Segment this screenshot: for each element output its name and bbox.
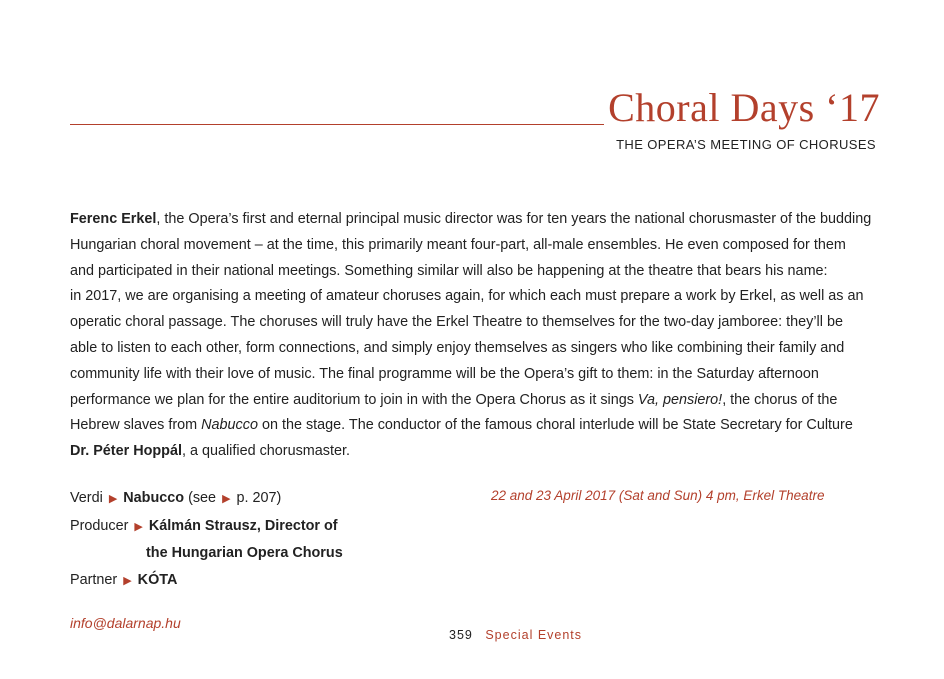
contact-email-link[interactable]: info@dalarnap.hu [70,615,181,631]
credit-producer-cont [70,540,343,567]
section-name: Special Events [485,628,583,642]
body-text: , the chorus of the [722,391,838,408]
credit-producer [70,513,343,541]
see-page-ref[interactable]: p. 207) [236,490,282,506]
body-line [70,413,890,439]
triangle-right-icon: ▶ [108,493,118,505]
see-text: (see [188,490,217,506]
producer-name: Kálmán Strausz, Director of [148,517,338,534]
body-line [70,439,890,465]
work-title: Nabucco [201,417,258,434]
body-text: on the stage. The conductor of the famous choral interlude will be State Secretary for Culture [257,417,853,434]
page-subtitle: THE OPERA’S MEETING OF CHORUSES [616,137,876,152]
body-line: in 2017, we are organising a meeting of amateur choruses again, for which each must prepare a work by Erkel, as well as an [70,288,864,305]
composer-label: Verdi [70,490,103,506]
work-title: Va, pensiero! [637,391,723,408]
page-footer [449,628,582,642]
body-line [70,207,890,233]
producer-label: Producer [70,517,129,534]
person-name: Dr. Péter Hoppál [70,443,182,460]
triangle-right-icon: ▶ [222,493,231,505]
partner-label: Partner [70,571,118,588]
body-text: , the Opera’s first and eternal principal music director was for ten years the national chorusmaster of the budding [156,211,872,227]
body-text: , a qualified chorusmaster. [181,443,350,460]
work-name: Nabucco [123,490,185,506]
triangle-right-icon: ▶ [134,520,143,533]
page-number: 359 [449,628,473,642]
credit-work [70,485,343,513]
body-line [70,388,890,414]
credit-partner [70,567,343,595]
partner-name: KÓTA [137,571,178,588]
credits-block [70,485,343,594]
article-body [70,207,890,465]
person-name: Ferenc Erkel [70,211,157,227]
producer-name-cont: the Hungarian Opera Chorus [146,545,343,561]
event-dates: 22 and 23 April 2017 (Sat and Sun) 4 pm, Erkel Theatre [491,488,825,503]
body-line: and participated in their national meetings. Something similar will also be happening at the theatre that bears his name: [70,262,828,279]
body-text: performance we plan for the entire auditorium to join in with the Opera Chorus as it sings [70,391,638,408]
body-line: community life with their love of music. The final programme will be the Opera’s gift to them: in the Saturday afternoon [70,365,819,382]
body-text: Hebrew slaves from [70,417,202,434]
body-line: operatic choral passage. The choruses will truly have the Erkel Theatre to themselves for the two-day jamboree: they’ll be [70,314,843,331]
triangle-right-icon: ▶ [123,574,132,587]
page-title: Choral Days ‘17 [608,85,880,130]
body-line: Hungarian choral movement – at the time, this primarily meant four-part, all-male ensembles. He even composed for them [70,236,846,253]
header-rule [70,124,604,125]
body-line: able to listen to each other, form connections, and simply enjoy themselves as singers who like combining their family and [70,339,845,356]
